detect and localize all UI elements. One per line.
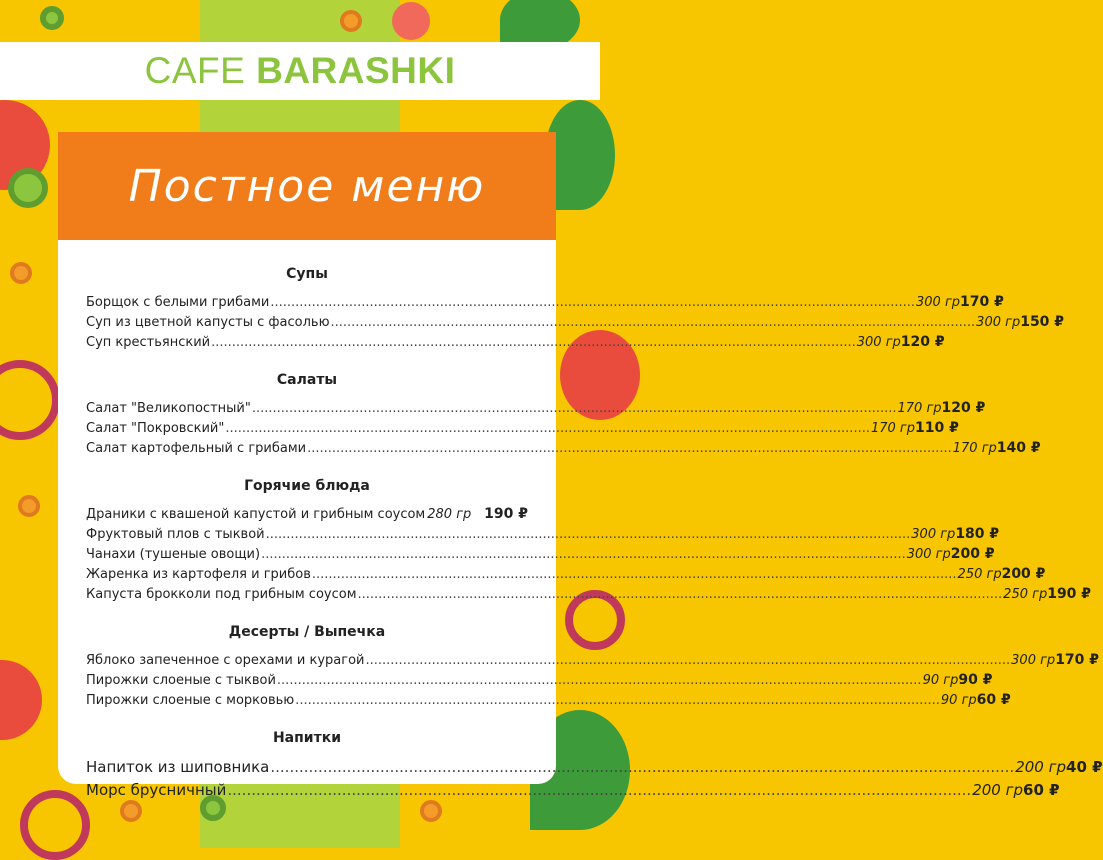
item-price: 90 ₽ xyxy=(958,672,993,688)
item-name: Пирожки слоеные с тыквой xyxy=(86,673,276,688)
item-weight: 200 гр xyxy=(1015,758,1067,776)
menu-title-banner xyxy=(58,132,556,240)
cucumber-slice-decoration xyxy=(40,6,64,30)
menu-section xyxy=(86,624,1100,722)
item-name: Салат "Покровский" xyxy=(86,421,225,436)
dot-leader xyxy=(261,547,906,562)
item-price: 200 ₽ xyxy=(1001,566,1046,582)
section-title: Салаты xyxy=(276,372,338,388)
item-name: Салат "Великопостный" xyxy=(86,401,251,416)
section-spacer xyxy=(86,804,528,814)
item-weight: 200 гр xyxy=(972,781,1024,799)
item-price: 180 ₽ xyxy=(955,526,1000,542)
item-weight: 90 гр xyxy=(922,673,959,688)
menu-card xyxy=(58,132,1103,799)
item-name: Салат картофельный с грибами xyxy=(86,441,307,456)
item-name: Яблоко запеченное с орехами и курагой xyxy=(86,653,365,668)
menu-section xyxy=(86,372,1041,470)
item-price: 170 ₽ xyxy=(1055,652,1100,668)
carrot-slice-decoration xyxy=(10,262,32,284)
item-name: Напиток из шиповника xyxy=(86,758,270,776)
menu-item xyxy=(86,506,528,526)
dot-leader xyxy=(331,315,976,330)
brand-header xyxy=(0,42,600,100)
menu-item xyxy=(86,758,1103,781)
brand-logo xyxy=(145,50,456,92)
item-name: Пирожки слоеные с морковью xyxy=(86,693,295,708)
section-title: Супы xyxy=(286,266,328,282)
item-price: 140 ₽ xyxy=(996,440,1041,456)
item-weight: 300 гр xyxy=(856,335,901,350)
menu-item xyxy=(86,586,1092,606)
item-price: 40 ₽ xyxy=(1066,758,1103,776)
menu-body xyxy=(58,240,1103,814)
item-weight: 300 гр xyxy=(906,547,951,562)
menu-item xyxy=(86,546,995,566)
item-price: 190 ₽ xyxy=(1047,586,1092,602)
item-price: 150 ₽ xyxy=(1020,314,1065,330)
menu-section xyxy=(86,266,1065,364)
item-weight: 250 гр xyxy=(957,567,1002,582)
item-weight: 280 гр xyxy=(427,507,472,522)
item-price: 120 ₽ xyxy=(941,400,986,416)
menu-section xyxy=(86,730,1103,814)
menu-item xyxy=(86,314,1065,334)
dot-leader xyxy=(227,781,971,799)
item-weight: 300 гр xyxy=(911,527,956,542)
item-name: Капуста брокколи под грибным соусом xyxy=(86,587,357,602)
item-weight: 170 гр xyxy=(897,401,942,416)
dot-leader xyxy=(225,421,870,436)
item-weight: 90 гр xyxy=(940,693,977,708)
brand-prefix: CAFE xyxy=(144,50,246,91)
menu-item xyxy=(86,440,1041,460)
dot-leader xyxy=(312,567,957,582)
menu-item xyxy=(86,334,945,354)
tomato-decoration xyxy=(392,2,430,40)
section-spacer xyxy=(86,712,528,722)
dot-leader xyxy=(270,295,915,310)
dot-leader xyxy=(211,335,856,350)
cucumber-slice-decoration xyxy=(8,168,48,208)
item-name: Суп из цветной капусты с фасолью xyxy=(86,315,330,330)
section-spacer xyxy=(86,606,528,616)
brand-name: BARASHKI xyxy=(256,50,456,91)
item-price: 200 ₽ xyxy=(950,546,995,562)
dot-leader xyxy=(366,653,1011,668)
menu-item xyxy=(86,420,959,440)
menu-item xyxy=(86,692,1011,712)
item-price: 190 ₽ xyxy=(484,506,528,522)
dot-leader xyxy=(358,587,1003,602)
item-price: 110 ₽ xyxy=(915,420,959,436)
dot-leader xyxy=(270,758,1014,776)
item-price: 60 ₽ xyxy=(1023,781,1060,799)
section-title: Горячие блюда xyxy=(244,478,370,494)
section-title: Напитки xyxy=(272,730,342,746)
menu-item xyxy=(86,652,1100,672)
menu-item xyxy=(86,566,1046,586)
item-name: Суп крестьянский xyxy=(86,335,211,350)
dot-leader xyxy=(277,673,922,688)
section-spacer xyxy=(86,354,528,364)
item-weight: 170 гр xyxy=(870,421,916,436)
dot-leader xyxy=(295,693,940,708)
item-name: Морс брусничный xyxy=(86,781,227,799)
item-name: Фруктовый плов с тыквой xyxy=(86,527,265,542)
dot-leader xyxy=(252,401,897,416)
item-weight: 300 гр xyxy=(976,315,1021,330)
item-name: Борщок с белыми грибами xyxy=(86,295,270,310)
menu-item xyxy=(86,400,986,420)
menu-section xyxy=(86,478,1092,616)
dot-leader xyxy=(307,441,952,456)
item-price: 60 ₽ xyxy=(976,692,1011,708)
item-price: 120 ₽ xyxy=(900,334,945,350)
menu-item xyxy=(86,294,1004,314)
carrot-slice-decoration xyxy=(18,495,40,517)
carrot-slice-decoration xyxy=(340,10,362,32)
item-name: Чанахи (тушеные овощи) xyxy=(86,547,261,562)
dot-leader xyxy=(266,527,911,542)
menu-item xyxy=(86,672,993,692)
item-weight: 250 гр xyxy=(1003,587,1048,602)
section-title: Десерты / Выпечка xyxy=(228,624,386,640)
item-weight: 300 гр xyxy=(1011,653,1056,668)
section-spacer xyxy=(86,460,528,470)
item-weight: 300 гр xyxy=(916,295,961,310)
menu-item xyxy=(86,526,1000,546)
item-price: 170 ₽ xyxy=(960,294,1004,310)
menu-title: Постное меню xyxy=(128,160,486,212)
item-name: Жаренка из картофеля и грибов xyxy=(86,567,311,582)
item-name: Драники с квашеной капустой и грибным соусом xyxy=(86,507,426,522)
item-weight: 170 гр xyxy=(952,441,997,456)
menu-item xyxy=(86,781,1060,804)
